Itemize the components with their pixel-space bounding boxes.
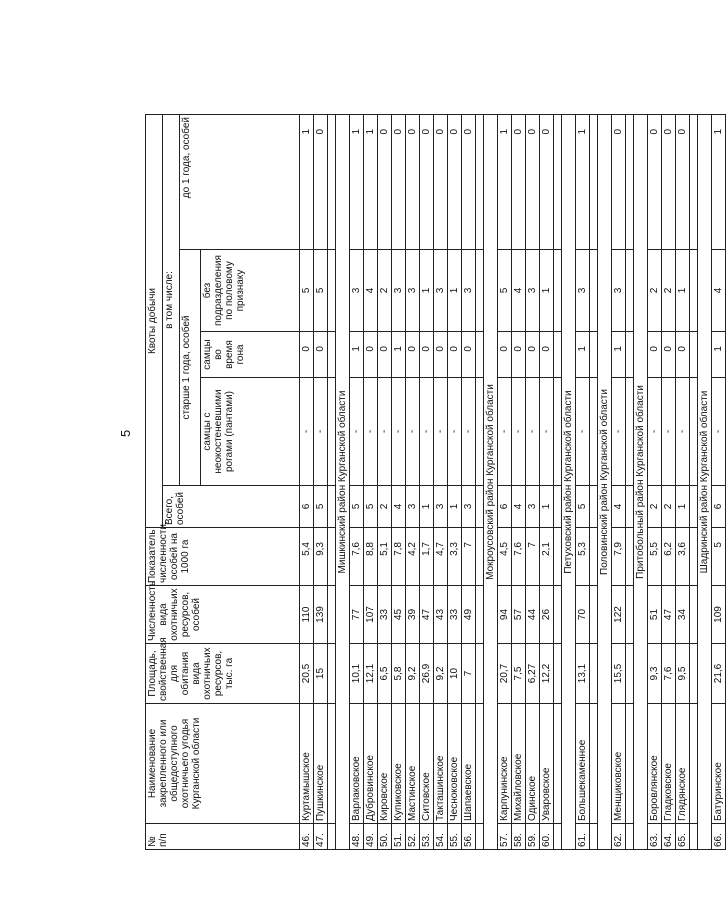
header-quota: Квоты добычи xyxy=(146,114,163,527)
row-rut: 0 xyxy=(462,332,476,378)
row-density: 8,8 xyxy=(364,528,378,586)
table-row xyxy=(540,114,554,849)
district-title: Мишкинский район Курганской области xyxy=(336,114,350,849)
row-young: 0 xyxy=(462,114,476,249)
district-row xyxy=(484,114,498,849)
header-num: № п/п xyxy=(146,824,300,850)
row-rut: 0 xyxy=(364,332,378,378)
header-rut: самцы во время гона xyxy=(201,332,300,378)
row-antlers: - xyxy=(512,378,526,486)
rotated-table-container xyxy=(145,115,724,850)
row-antlers: - xyxy=(378,378,392,486)
row-antlers: - xyxy=(300,378,314,486)
row-rut: 1 xyxy=(712,332,726,378)
row-density: 9,3 xyxy=(314,528,328,586)
header-incl: в том числе: xyxy=(163,114,180,485)
row-rut: 0 xyxy=(676,332,690,378)
row-number: 52. xyxy=(406,824,420,850)
row-density: 5 xyxy=(712,528,726,586)
row-number: 56. xyxy=(462,824,476,850)
row-total: 2 xyxy=(378,486,392,528)
row-area: 15 xyxy=(314,644,328,704)
row-young: 1 xyxy=(576,114,590,249)
spacer-row xyxy=(554,114,562,849)
row-population: 47 xyxy=(420,586,434,644)
row-rut: 0 xyxy=(420,332,434,378)
table-row xyxy=(314,114,328,849)
table-row xyxy=(462,114,476,849)
row-density: 5,5 xyxy=(648,528,662,586)
row-population: 26 xyxy=(540,586,554,644)
row-area: 9,5 xyxy=(676,644,690,704)
row-antlers: - xyxy=(392,378,406,486)
row-antlers: - xyxy=(712,378,726,486)
row-name: Купиковское xyxy=(392,704,406,824)
row-name: Карпунинское xyxy=(498,704,512,824)
row-total: 5 xyxy=(576,486,590,528)
table-row xyxy=(448,114,462,849)
row-rut: 0 xyxy=(300,332,314,378)
table-row xyxy=(420,114,434,849)
row-nosex: 3 xyxy=(526,250,540,332)
row-young: 1 xyxy=(498,114,512,249)
page-number: 5 xyxy=(118,429,133,437)
row-rut: 1 xyxy=(576,332,590,378)
spacer-row xyxy=(476,114,484,849)
row-nosex: 2 xyxy=(648,250,662,332)
table-row xyxy=(662,114,676,849)
table-row xyxy=(300,114,314,849)
row-rut: 0 xyxy=(434,332,448,378)
row-density: 3,6 xyxy=(676,528,690,586)
quota-table xyxy=(145,114,726,850)
row-name: Куртамышское xyxy=(300,704,314,824)
row-young: 1 xyxy=(712,114,726,249)
row-antlers: - xyxy=(648,378,662,486)
row-name: Уваровское xyxy=(540,704,554,824)
row-population: 45 xyxy=(392,586,406,644)
row-density: 5,4 xyxy=(300,528,314,586)
row-total: 3 xyxy=(434,486,448,528)
row-area: 15,5 xyxy=(612,644,626,704)
row-number: 59. xyxy=(526,824,540,850)
row-number: 46. xyxy=(300,824,314,850)
row-rut: 0 xyxy=(540,332,554,378)
row-nosex: 5 xyxy=(314,250,328,332)
row-total: 6 xyxy=(712,486,726,528)
row-young: 0 xyxy=(434,114,448,249)
row-name: Мастинское xyxy=(406,704,420,824)
row-area: 7,6 xyxy=(662,644,676,704)
row-rut: 0 xyxy=(314,332,328,378)
table-row xyxy=(406,114,420,849)
row-antlers: - xyxy=(350,378,364,486)
row-name: Гладковское xyxy=(662,704,676,824)
row-area: 9,2 xyxy=(434,644,448,704)
table-header xyxy=(146,114,300,849)
row-rut: 0 xyxy=(448,332,462,378)
row-nosex: 4 xyxy=(512,250,526,332)
row-name: Пушкинское xyxy=(314,704,328,824)
district-title: Половинский район Курганской области xyxy=(598,114,612,849)
row-total: 5 xyxy=(364,486,378,528)
row-young: 0 xyxy=(420,114,434,249)
row-nosex: 5 xyxy=(300,250,314,332)
table-body xyxy=(300,114,726,849)
header-nosex: без подразделения по половому признаку xyxy=(201,250,300,332)
row-population: 57 xyxy=(512,586,526,644)
row-nosex: 4 xyxy=(364,250,378,332)
row-density: 5,3 xyxy=(576,528,590,586)
row-young: 1 xyxy=(350,114,364,249)
row-number: 50. xyxy=(378,824,392,850)
spacer-row xyxy=(328,114,336,849)
row-rut: 1 xyxy=(612,332,626,378)
row-number: 60. xyxy=(540,824,554,850)
row-density: 7,9 xyxy=(612,528,626,586)
row-total: 5 xyxy=(314,486,328,528)
row-nosex: 1 xyxy=(540,250,554,332)
header-older: старше 1 года, особей xyxy=(180,250,201,486)
table-row xyxy=(676,114,690,849)
row-number: 58. xyxy=(512,824,526,850)
row-rut: 0 xyxy=(406,332,420,378)
row-antlers: - xyxy=(526,378,540,486)
row-total: 1 xyxy=(448,486,462,528)
row-area: 9,2 xyxy=(406,644,420,704)
row-rut: 1 xyxy=(350,332,364,378)
row-nosex: 2 xyxy=(662,250,676,332)
row-rut: 1 xyxy=(392,332,406,378)
row-total: 1 xyxy=(676,486,690,528)
row-density: 7 xyxy=(526,528,540,586)
row-antlers: - xyxy=(540,378,554,486)
row-number: 49. xyxy=(364,824,378,850)
row-young: 0 xyxy=(662,114,676,249)
row-total: 3 xyxy=(462,486,476,528)
table-row xyxy=(612,114,626,849)
district-row xyxy=(562,114,576,849)
table-row xyxy=(712,114,726,849)
district-row xyxy=(598,114,612,849)
row-name: Одинское xyxy=(526,704,540,824)
row-area: 26,9 xyxy=(420,644,434,704)
row-antlers: - xyxy=(576,378,590,486)
row-total: 3 xyxy=(526,486,540,528)
row-density: 4,2 xyxy=(406,528,420,586)
row-antlers: - xyxy=(612,378,626,486)
row-nosex: 3 xyxy=(434,250,448,332)
row-young: 1 xyxy=(300,114,314,249)
row-antlers: - xyxy=(498,378,512,486)
row-population: 94 xyxy=(498,586,512,644)
district-row xyxy=(698,114,712,849)
row-antlers: - xyxy=(434,378,448,486)
row-young: 0 xyxy=(448,114,462,249)
row-density: 4,5 xyxy=(498,528,512,586)
row-density: 2,1 xyxy=(540,528,554,586)
row-antlers: - xyxy=(462,378,476,486)
row-antlers: - xyxy=(364,378,378,486)
row-area: 9,3 xyxy=(648,644,662,704)
row-number: 54. xyxy=(434,824,448,850)
spacer-row xyxy=(590,114,598,849)
row-young: 0 xyxy=(512,114,526,249)
row-name: Варлаковское xyxy=(350,704,364,824)
row-number: 66. xyxy=(712,824,726,850)
header-antlers: самцы с неокостеневшими рогами (пантами) xyxy=(201,378,300,486)
row-population: 34 xyxy=(676,586,690,644)
row-population: 70 xyxy=(576,586,590,644)
row-young: 0 xyxy=(540,114,554,249)
row-area: 12,2 xyxy=(540,644,554,704)
row-population: 107 xyxy=(364,586,378,644)
row-population: 33 xyxy=(378,586,392,644)
row-nosex: 2 xyxy=(378,250,392,332)
row-nosex: 3 xyxy=(350,250,364,332)
row-nosex: 3 xyxy=(406,250,420,332)
row-name: Глядянское xyxy=(676,704,690,824)
row-antlers: - xyxy=(676,378,690,486)
row-population: 47 xyxy=(662,586,676,644)
district-row xyxy=(634,114,648,849)
row-population: 39 xyxy=(406,586,420,644)
row-nosex: 1 xyxy=(448,250,462,332)
district-row xyxy=(336,114,350,849)
district-title: Петуховский район Курганской области xyxy=(562,114,576,849)
row-total: 2 xyxy=(662,486,676,528)
row-nosex: 1 xyxy=(420,250,434,332)
table-row xyxy=(350,114,364,849)
row-antlers: - xyxy=(406,378,420,486)
row-nosex: 1 xyxy=(676,250,690,332)
row-area: 10 xyxy=(448,644,462,704)
district-title: Шадринский район Курганской области xyxy=(698,114,712,849)
row-antlers: - xyxy=(314,378,328,486)
row-total: 1 xyxy=(540,486,554,528)
row-area: 7,5 xyxy=(512,644,526,704)
row-area: 6,5 xyxy=(378,644,392,704)
row-population: 139 xyxy=(314,586,328,644)
row-total: 1 xyxy=(420,486,434,528)
row-density: 7 xyxy=(462,528,476,586)
district-title: Мокроусовский район Курганской области xyxy=(484,114,498,849)
row-name: Кировское xyxy=(378,704,392,824)
row-total: 6 xyxy=(300,486,314,528)
row-density: 6,2 xyxy=(662,528,676,586)
row-number: 64. xyxy=(662,824,676,850)
row-area: 13,1 xyxy=(576,644,590,704)
row-population: 49 xyxy=(462,586,476,644)
row-name: Шапаевское xyxy=(462,704,476,824)
row-density: 7,6 xyxy=(350,528,364,586)
row-total: 4 xyxy=(612,486,626,528)
district-title: Притобольный район Курганской области xyxy=(634,114,648,849)
row-nosex: 4 xyxy=(712,250,726,332)
table-row xyxy=(364,114,378,849)
row-rut: 0 xyxy=(512,332,526,378)
row-density: 7,8 xyxy=(392,528,406,586)
row-name: Дубровинское xyxy=(364,704,378,824)
row-population: 43 xyxy=(434,586,448,644)
row-population: 122 xyxy=(612,586,626,644)
row-population: 109 xyxy=(712,586,726,644)
row-name: Большекаменное xyxy=(576,704,590,824)
row-young: 1 xyxy=(364,114,378,249)
row-nosex: 3 xyxy=(462,250,476,332)
row-total: 6 xyxy=(498,486,512,528)
table-row xyxy=(512,114,526,849)
row-total: 4 xyxy=(392,486,406,528)
row-area: 10,1 xyxy=(350,644,364,704)
row-young: 0 xyxy=(612,114,626,249)
header-young: до 1 года, особей xyxy=(180,114,300,249)
table-row xyxy=(648,114,662,849)
row-population: 44 xyxy=(526,586,540,644)
row-young: 0 xyxy=(676,114,690,249)
header-population: Численность вида охотничьих ресурсов, особей xyxy=(146,586,300,644)
row-total: 2 xyxy=(648,486,662,528)
table-row xyxy=(434,114,448,849)
row-nosex: 3 xyxy=(392,250,406,332)
row-name: Боровлянское xyxy=(648,704,662,824)
row-number: 63. xyxy=(648,824,662,850)
row-number: 51. xyxy=(392,824,406,850)
row-total: 4 xyxy=(512,486,526,528)
row-number: 65. xyxy=(676,824,690,850)
table-row xyxy=(526,114,540,849)
header-density: Показатель численности, особей на 1000 га xyxy=(146,528,300,586)
row-population: 33 xyxy=(448,586,462,644)
row-population: 110 xyxy=(300,586,314,644)
header-area: Площадь, свойственная для обитания вида охотничьих ресурсов, тыс. га xyxy=(146,644,300,704)
header-name: Наименование закрепленного или общедоступного охотничьего угодья Курганской области xyxy=(146,704,300,824)
row-area: 6,27 xyxy=(526,644,540,704)
row-name: Батуринское xyxy=(712,704,726,824)
table-row xyxy=(392,114,406,849)
row-total: 5 xyxy=(350,486,364,528)
row-number: 62. xyxy=(612,824,626,850)
row-name: Такташинское xyxy=(434,704,448,824)
row-name: Менщиковское xyxy=(612,704,626,824)
row-nosex: 3 xyxy=(576,250,590,332)
row-number: 55. xyxy=(448,824,462,850)
row-rut: 0 xyxy=(648,332,662,378)
row-rut: 0 xyxy=(526,332,540,378)
row-rut: 0 xyxy=(662,332,676,378)
row-young: 0 xyxy=(392,114,406,249)
row-name: Чесноковское xyxy=(448,704,462,824)
spacer-row xyxy=(690,114,698,849)
row-number: 47. xyxy=(314,824,328,850)
table-row xyxy=(498,114,512,849)
row-nosex: 5 xyxy=(498,250,512,332)
table-row xyxy=(576,114,590,849)
row-antlers: - xyxy=(662,378,676,486)
row-density: 7,6 xyxy=(512,528,526,586)
row-density: 5,1 xyxy=(378,528,392,586)
row-area: 20,7 xyxy=(498,644,512,704)
row-antlers: - xyxy=(448,378,462,486)
row-area: 7 xyxy=(462,644,476,704)
row-nosex: 3 xyxy=(612,250,626,332)
row-young: 0 xyxy=(378,114,392,249)
row-number: 61. xyxy=(576,824,590,850)
row-density: 3,3 xyxy=(448,528,462,586)
row-population: 51 xyxy=(648,586,662,644)
row-population: 77 xyxy=(350,586,364,644)
row-young: 0 xyxy=(526,114,540,249)
table-row xyxy=(378,114,392,849)
row-number: 57. xyxy=(498,824,512,850)
row-young: 0 xyxy=(648,114,662,249)
row-name: Ситовское xyxy=(420,704,434,824)
row-young: 0 xyxy=(406,114,420,249)
row-number: 53. xyxy=(420,824,434,850)
row-number: 48. xyxy=(350,824,364,850)
row-name: Михайловское xyxy=(512,704,526,824)
row-antlers: - xyxy=(420,378,434,486)
row-rut: 0 xyxy=(378,332,392,378)
row-rut: 0 xyxy=(498,332,512,378)
spacer-row xyxy=(626,114,634,849)
row-young: 0 xyxy=(314,114,328,249)
row-total: 3 xyxy=(406,486,420,528)
row-density: 4,7 xyxy=(434,528,448,586)
row-area: 5,8 xyxy=(392,644,406,704)
row-area: 12,1 xyxy=(364,644,378,704)
row-area: 20,5 xyxy=(300,644,314,704)
row-density: 1,7 xyxy=(420,528,434,586)
header-total: Всего, особей xyxy=(163,486,300,528)
row-area: 21,6 xyxy=(712,644,726,704)
